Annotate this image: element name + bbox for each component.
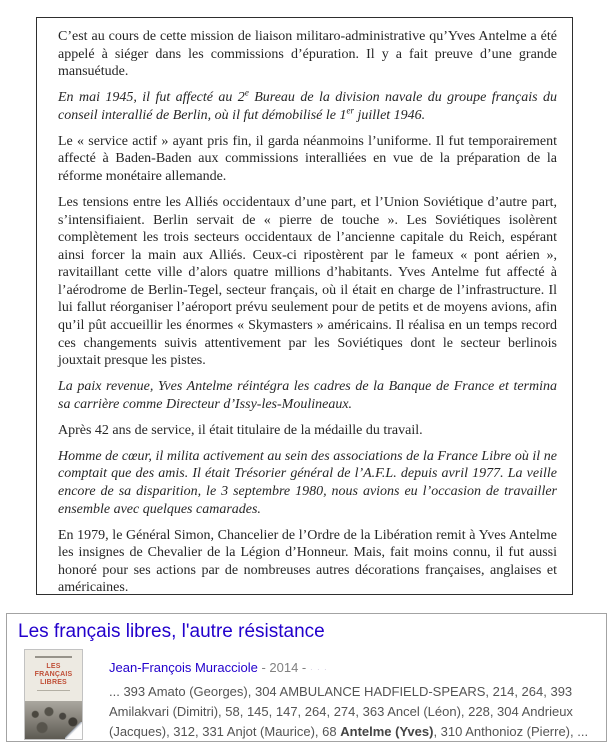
article-paragraph-italic (58, 89, 557, 124)
result-year: - 2014 - (257, 660, 310, 675)
superscript-ordinal: e (244, 87, 249, 98)
cover-title-text (25, 663, 82, 687)
result-body (18, 649, 596, 742)
article-paragraph: En 1979, le Général Simon, Chancelier de l’Ordre de la Libération remit à Yves Antelme les insignes de Chevalier de la Légion d’Honneur. Mais, fait moins connu, il fut aussi honoré pour ses actions par de nombreuses autres décorations françaises, anglaises et américaines. (58, 527, 557, 595)
article-paragraph: Le « service actif » ayant pris fin, il garda néanmoins l’uniforme. Il fut temporairement affecté à Baden-Baden aux commissions interalliées en vue de la préparation de la réforme monétaire allemande. (58, 133, 557, 184)
book-cover-thumbnail[interactable] (24, 649, 83, 740)
paragraph-text: juillet 1946. (354, 107, 426, 123)
paragraph-text: En mai 1945, il fut affecté au 2 (58, 90, 245, 106)
article-paragraph: Les tensions entre les Alliés occidentaux d’une part, et l’Union Soviétique d’autre part, s’intensifiaient. Berlin servait de « pierre de touche ». Les Soviétiques isolèrent complètement les trois secteurs occidentaux de l’ancienne capitale du Reich, espérant ainsi forcer la main aux Alliés. Ceux-ci ripostèrent par le fameux « pont aérien », ravitaillant cette ville d’alors quatre millions d’habitants. Yves Antelme fut affecté à l’aérodrome de Berlin-Tegel, secteur français, où il était en charge de l’infrastructure. Il lui fallut réorganiser l’aéroport prévu seulement pour de petits et de moyens avions, afin qu’il pût accueillir les énormes « Skymasters » américains. Il réalisa en un temps record ces changements suivis attentivement par les Soviétiques dont le secteur berlinois jouxtait presque les pistes. (58, 195, 557, 369)
snippet-highlighted-term: Antelme (Yves) (340, 724, 434, 740)
page-curl-icon (65, 722, 82, 739)
result-text-column (109, 649, 596, 742)
article-paragraph: C’est au cours de cette mission de liaison militaro-administrative qu’Yves Antelme a été appelé à siéger dans les commissions d’épuration. Il y a fait preuve d’une grande mansuétude. (58, 29, 557, 80)
author-link[interactable]: Jean-François Muracciole (109, 660, 258, 675)
cover-subtitle-bar (37, 690, 70, 691)
erased-text-artifact: ··· (309, 664, 331, 674)
cover-title-line: LIBRES (40, 679, 67, 686)
snippet-text: , 310 Anthonioz (Pierre), ... (433, 724, 589, 740)
result-snippet (109, 682, 596, 742)
result-byline (109, 660, 596, 675)
cover-title-line: LES (46, 663, 61, 670)
article-paragraph-italic: La paix revenue, Yves Antelme réintégra les cadres de la Banque de France et termina sa carrière comme Directeur d’Issy-les-Moulineaux. (58, 379, 557, 412)
paragraph-text: Bureau de la division navale du groupe français du conseil interallié de Berlin, où il fut démobilisé le 1 (58, 90, 557, 123)
snippet-text: ... 393 Amato (Georges), 304 AMBULANCE HADFIELD-SPEARS, 214, 264, 393 Amilakvari (Dimitri), 58, 145, 147, 264, 274, 363 Ancel (Léon), 228, 304 Andrieux (Jacques), 312, 331 Anjot (Maurice), 68 (109, 684, 573, 740)
cover-title-line: FRANÇAIS (34, 671, 73, 678)
article-text-panel (36, 17, 573, 595)
superscript-ordinal: er (346, 105, 355, 116)
book-search-result-card (6, 613, 607, 742)
article-paragraph: Après 42 ans de service, il était titulaire de la médaille du travail. (58, 422, 423, 438)
result-title-link[interactable]: Les français libres, l'autre résistance (18, 621, 325, 642)
cover-author-bar (35, 656, 72, 658)
article-paragraph-italic: Homme de cœur, il milita activement au sein des associations de la France Libre où il ne comptait que des amis. Il était Trésorier général de l’A.F.L. depuis avril 1977. La veille encore de sa disparition, le 3 septembre 1980, nous avions eu l’occasion de travailler ensemble avec quelques camarades. (58, 448, 557, 517)
